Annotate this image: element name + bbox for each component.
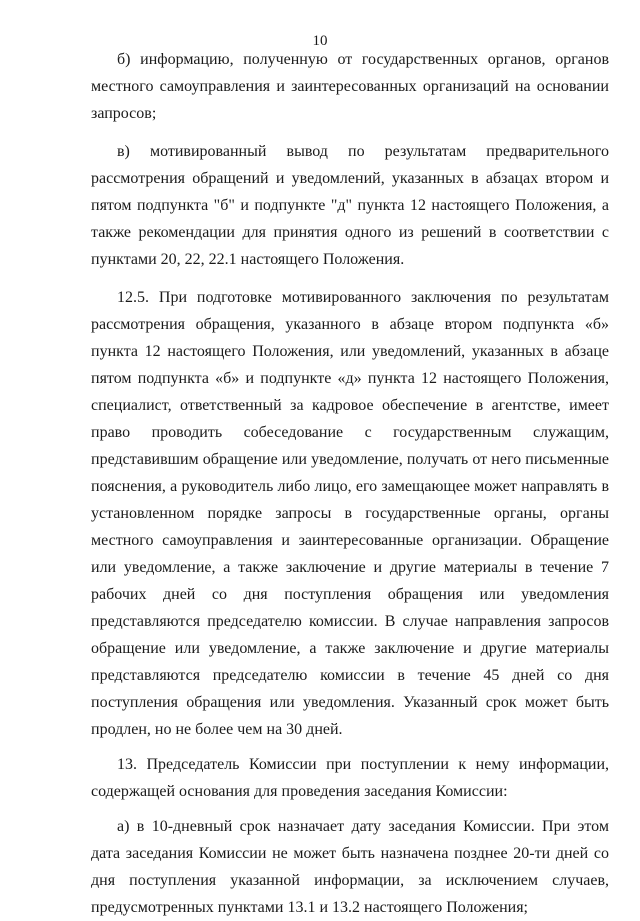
paragraph-v-conclusion: в) мотивированный вывод по результатам предварительного рассмотрения обращений и уведомлений, указанных в абзацах втором и пятом подпункта "б" и подпункте "д" пункта 12 настоящего Положения, а также рекомендации для принятия одного из решений в соответствии с пунктами 20, 22, 22.1 настоящего Положения. — [91, 143, 609, 268]
document-body — [91, 46, 609, 921]
paragraph-12-5: 12.5. При подготовке мотивированного заключения по результатам рассмотрения обращения, указанного в абзаце втором подпункта «б» пункта 12 настоящего Положения, или уведомлений, указанных в абзаце пятом подпункта «б» и подпункте «д» пункта 12 настоящего Положения, специалист, ответственный за кадровое обеспечение в агентстве, имеет право проводить собеседование с государственным служащим, представившим обращение или уведомление, получать от него письменные пояснения, а руководитель либо лицо, его замещающее может направлять в установленном порядке запросы в государственные органы, органы местного самоуправления и заинтересованные организации. Обращение или уведомление, а также заключение и другие материалы в течение 7 рабочих дней со дня поступления обращения или уведомления представляются председателю комиссии. В случае направления запросов обращение или уведомление, а также заключение и другие материалы представляются председателю комиссии в течение 45 дней со дня поступления обращения или уведомления. Указанный срок может быть продлен, но не более чем на 30 дней. — [91, 289, 609, 738]
paragraph-13: 13. Председатель Комиссии при поступлении к нему информации, содержащей основания для проведения заседания Комиссии: — [91, 756, 609, 800]
page-number: 10 — [312, 33, 328, 49]
paragraph-13-a: а) в 10-дневный срок назначает дату заседания Комиссии. При этом дата заседания Комиссии не может быть назначена позднее 20-ти дней со дня поступления указанной информации, за исключением случаев, предусмотренных пунктами 13.1 и 13.2 настоящего Положения; — [91, 818, 609, 916]
paragraph-b-information: б) информацию, полученную от государственных органов, органов местного самоуправления и заинтересованных организаций на основании запросов; — [91, 51, 609, 122]
